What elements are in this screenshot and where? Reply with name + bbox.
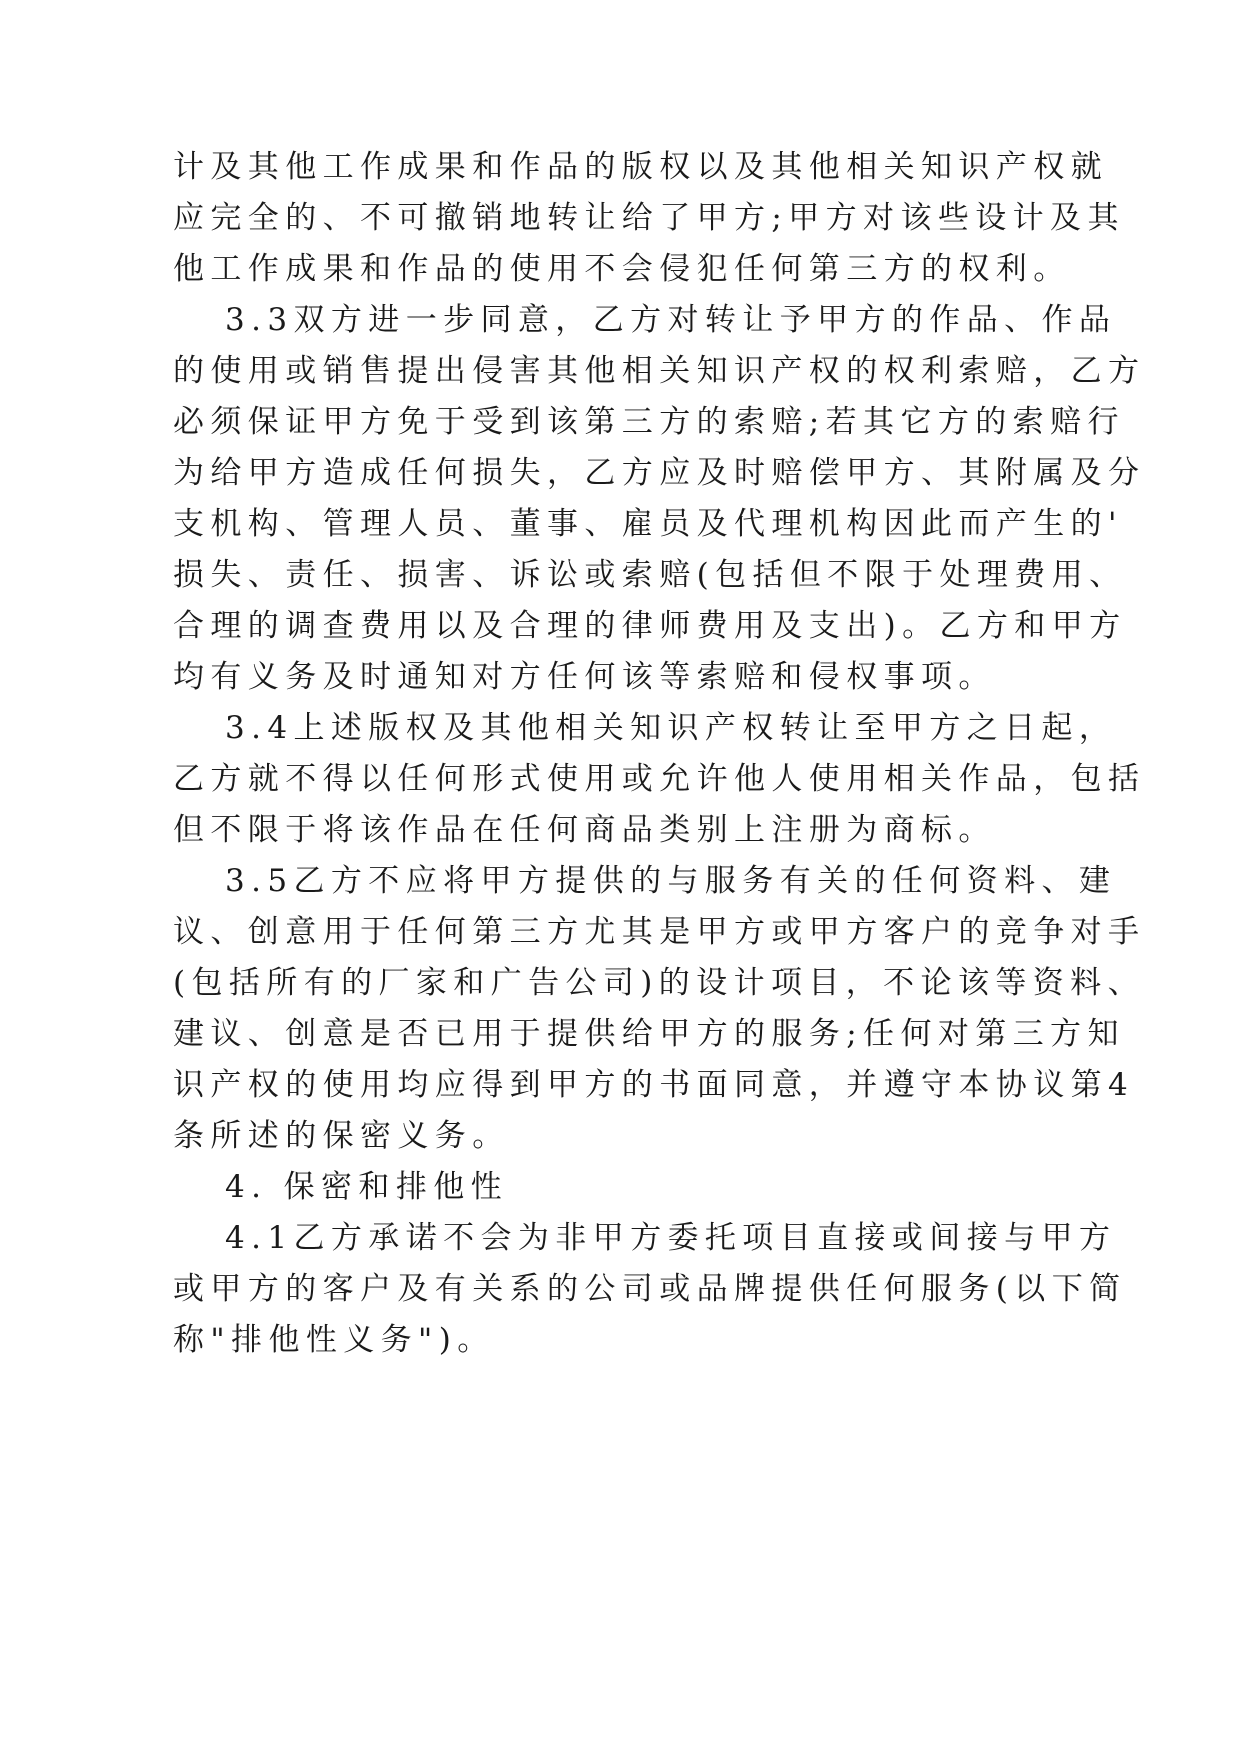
- text-line: 均有义务及时通知对方任何该等索赔和侵权事项。: [173, 659, 996, 695]
- text-line: 建议、创意是否已用于提供给甲方的服务;任何对第三方知: [173, 1016, 1125, 1052]
- text-line: (包括所有的厂家和广告公司)的设计项目，不论该等资料、: [173, 965, 1145, 1001]
- text-line: 支机构、管理人员、董事、雇员及代理机构因此而产生的': [173, 506, 1123, 542]
- text-line: 必须保证甲方免于受到该第三方的索赔;若其它方的索赔行: [173, 404, 1125, 440]
- text-line: 3.4上述版权及其他相关知识产权转让至甲方之日起，: [225, 710, 1117, 746]
- text-line: 损失、责任、损害、诉讼或索赔(包括但不限于处理费用、: [173, 557, 1127, 593]
- text-line: 或甲方的客户及有关系的公司或品牌提供任何服务(以下简: [173, 1271, 1127, 1307]
- text-line: 但不限于将该作品在任何商品类别上注册为商标。: [173, 812, 996, 848]
- text-line: 为给甲方造成任何损失，乙方应及时赔偿甲方、其附属及分: [173, 455, 1146, 491]
- text-line: 称"排他性义务")。: [173, 1322, 495, 1358]
- text-line: 识产权的使用均应得到甲方的书面同意，并遵守本协议第4: [173, 1067, 1135, 1103]
- text-line: 应完全的、不可撤销地转让给了甲方;甲方对该些设计及其: [173, 200, 1125, 236]
- text-line: 3.5乙方不应将甲方提供的与服务有关的任何资料、建: [225, 863, 1117, 899]
- text-line: 4.1乙方承诺不会为非甲方委托项目直接或间接与甲方: [225, 1220, 1117, 1256]
- text-line: 条所述的保密义务。: [173, 1118, 510, 1154]
- text-line: 乙方就不得以任何形式使用或允许他人使用相关作品，包括: [173, 761, 1146, 797]
- text-line: 合理的调查费用以及合理的律师费用及支出)。乙方和甲方: [173, 608, 1127, 644]
- text-line: 计及其他工作成果和作品的版权以及其他相关知识产权就: [173, 149, 1108, 185]
- text-line: 议、创意用于任何第三方尤其是甲方或甲方客户的竞争对手: [173, 914, 1146, 950]
- text-line: 他工作成果和作品的使用不会侵犯任何第三方的权利。: [173, 251, 1071, 287]
- text-line: 3.3双方进一步同意，乙方对转让予甲方的作品、作品: [225, 302, 1117, 338]
- section-heading: 4. 保密和排他性: [225, 1169, 509, 1205]
- text-line: 的使用或销售提出侵害其他相关知识产权的权利索赔，乙方: [173, 353, 1146, 389]
